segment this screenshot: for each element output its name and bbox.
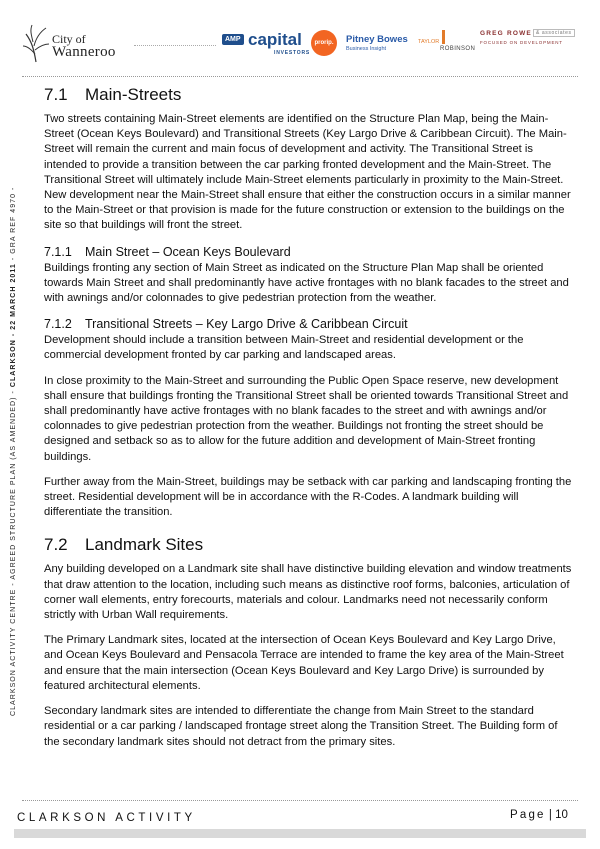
page-header [0,0,600,76]
paragraph: Any building developed on a Landmark site shall have distinctive building elevation and window treatments that draw attention to the location, including such means as distinctive roof forms, balconies, articulation of corner wall elements, entry forecourts, materials and colour. Landmarks need not necessarily conform strictly with Urban Wall requirements. [44,563,572,622]
section-heading-7-1 [44,84,572,106]
amp-sub: INVESTORS [274,50,311,56]
side-running-title [10,116,17,716]
section-number: 7.2 [44,535,68,555]
main-content [44,84,572,760]
city-of-wanneroo-logo [22,24,132,66]
section-number: 7.1 [44,85,68,104]
amp-name: capital [248,30,302,49]
greg-name: GREG ROWE [480,30,532,37]
header-rule [22,76,578,77]
section-title: Transitional Streets – Key Largo Drive & Caribbean Circuit [85,317,408,332]
section-heading-7-1-2 [44,316,572,332]
pitney-name: Pitney Bowes [346,34,408,45]
paragraph: Buildings fronting any section of Main Street as indicated on the Structure Plan Map shall be oriented towards Main Street and shall predominantly have active frontages with no blank facades to the street and with awnings and/or colonnades to give pedestrian protection from the weather. [44,261,569,305]
wanneroo-line2: Wanneroo [52,44,116,60]
pitney-bowes-logo [346,34,412,58]
taylor-sub: ROBINSON [440,46,476,52]
section-title: Main Street – Ocean Keys Boulevard [85,244,291,259]
paragraph: Secondary landmark sites are intended to differentiate the change from Main Street to the standard residential or a car parking / landscaped frontage street along the Transition Street. The Building form of the secondary landmark sites should not detract from the primary sites. [44,705,558,748]
paragraph: Further away from the Main-Street, buildings may be setback with car parking and landscaping fronting the street. Residential development will be in accordance with the R-Codes. A landmark building will differentiate the transition. [44,475,572,519]
header-divider-dots [134,45,216,46]
page-number-value: 10 [555,809,568,821]
palm-leaf-icon [22,24,52,64]
greg-sub: FOCUSED ON DEVELOPMENT [480,40,563,45]
paragraph: The Primary Landmark sites, located at the intersection of Ocean Keys Boulevard and Key Largo Drive, and Ocean Keys Boulevard and Pensacola Terrace are intended to frame the key area of the Main-Street and ensure that the main intersection (Ocean Keys Boulevard and Key Largo Drive) is surrounded by featured architectural elements. [44,634,564,692]
section-number: 7.1.2 [44,317,72,332]
side-text-part1: CLARKSON ACTIVITY CENTRE - AGREED STRUCTURE PLAN (AS AMENDED) - [10,387,17,716]
section-title: Main-Streets [85,85,182,104]
pitney-sub: Business Insight [346,46,387,52]
amp-badge: AMP [222,34,244,45]
section-heading-7-2 [44,534,572,556]
section-number: 7.1.1 [44,244,72,259]
section-heading-7-1-1 [44,244,572,260]
side-text-part3: - GRA REF 4970 - [10,186,17,264]
paragraph: Two streets containing Main-Street elements are identified on the Structure Plan Map, being the Main-Street (Ocean Keys Boulevard) and Transitional Streets (Key Largo Drive & Caribbean Circuit). The Main-Street will remain the current and main focus of development and activity. The Transitional Street is intended to provide a transition between the car parking fronted development and the Main-Street. The Transitional Street will ultimately include Main-Street elements particularly in proximity to the Main-Street. New development near the Main-Street shall ensure that either the construction occurs in a similar manner to the Main-Street or that provision is made for the future construction or extension to the buildings on the site so that buildings will front the street. [44,113,571,232]
side-text-part2: CLARKSON - 22 MARCH 2011 [10,263,17,388]
taylor-robinson-logo [418,28,476,58]
page-label: Page [510,809,546,821]
amp-capital-logo [222,30,311,60]
footer-document-title: CLARKSON ACTIVITY [17,812,196,824]
section-title: Landmark Sites [85,535,204,555]
footer-page-number [510,809,568,821]
page-separator: | [548,809,552,821]
paragraph: In close proximity to the Main-Street and surrounding the Public Open Space reserve, new development shall ensure that buildings fronting the Transitional Street shall be oriented towards Transitional Street and shall predominantly have active frontages with no blank facades to the street and with awnings and/or colonnades to give pedestrian protection from the weather. Buildings not fronting the street should be designed and setback so as to allow for the future addition and development of Main-Street fronting buildings. [44,374,569,463]
wanneroo-line1: City of [52,32,86,46]
greg-rowe-logo [478,30,588,52]
paragraph: Development should include a transition between Main-Street and residential development or the commercial development fronted by car parking and landscaped areas. [44,334,524,362]
prorip-logo: prorip. [311,30,337,56]
footer-bar [14,829,586,838]
greg-box: & associates [533,29,575,37]
taylor-name: TAYLOR [418,39,440,45]
footer-rule [22,800,578,801]
taylor-mark-icon [442,30,445,44]
